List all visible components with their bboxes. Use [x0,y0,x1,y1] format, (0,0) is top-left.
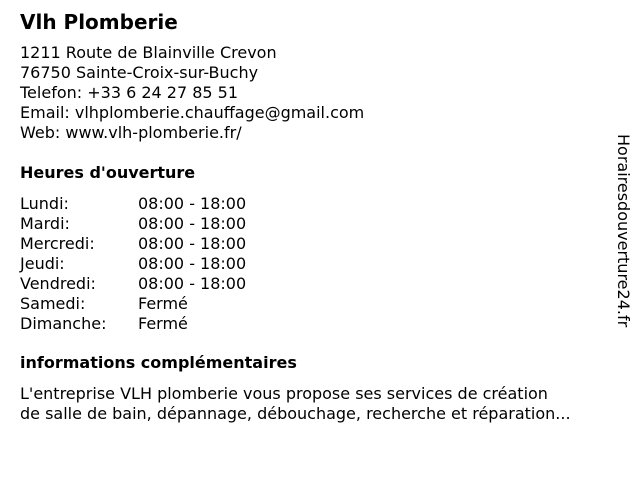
hours-day: Lundi: [20,194,69,213]
opening-hours-heading: Heures d'ouverture [20,163,196,182]
additional-info-heading: informations complémentaires [20,353,297,372]
phone-number: Telefon: +33 6 24 27 85 51 [20,83,239,102]
description-line: de salle de bain, dépannage, débouchage, recherche et réparation... [20,404,571,423]
hours-day: Dimanche: [20,314,107,333]
hours-row-mercredi [20,234,320,254]
address-city: 76750 Sainte-Croix-sur-Buchy [20,63,259,82]
business-description [20,384,620,424]
hours-day: Mercredi: [20,234,95,253]
hours-time: 08:00 - 18:00 [138,274,247,293]
hours-row-lundi [20,194,320,214]
hours-day: Samedi: [20,294,86,313]
hours-time: Fermé [138,314,188,333]
hours-row-vendredi [20,274,320,294]
contact-block [20,43,364,143]
hours-row-mardi [20,214,320,234]
hours-row-dimanche [20,314,320,334]
hours-time: 08:00 - 18:00 [138,214,247,233]
hours-time: 08:00 - 18:00 [138,254,247,273]
hours-row-samedi [20,294,320,314]
website-address: Web: www.vlh-plomberie.fr/ [20,123,242,142]
hours-time: 08:00 - 18:00 [138,194,247,213]
hours-day: Jeudi: [20,254,65,273]
hours-day: Vendredi: [20,274,96,293]
hours-time: 08:00 - 18:00 [138,234,247,253]
hours-time: Fermé [138,294,188,313]
hours-day: Mardi: [20,214,70,233]
opening-hours-table [20,194,320,334]
address-street: 1211 Route de Blainville Crevon [20,43,277,62]
hours-row-jeudi [20,254,320,274]
business-name: Vlh Plomberie [20,10,178,34]
site-watermark: Horairesdouverture24.fr [614,134,633,328]
description-line: L'entreprise VLH plomberie vous propose ses services de création [20,384,548,403]
email-address: Email: vlhplomberie.chauffage@gmail.com [20,103,365,122]
